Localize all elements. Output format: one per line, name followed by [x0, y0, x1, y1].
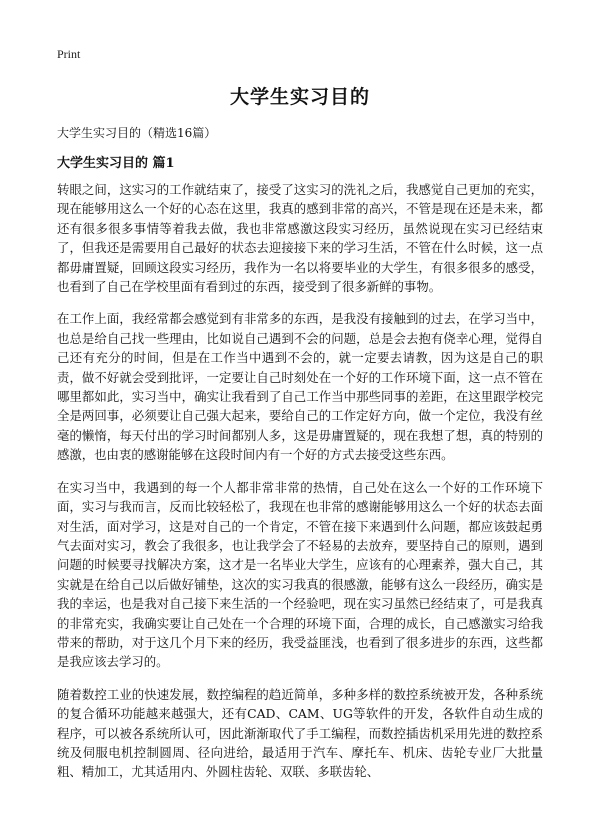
body-paragraph: 转眼之间，这实习的工作就结束了，接受了这实习的洗礼之后，我感觉自己更加的充实，现在能够用这么一个好的心态在这里，我真的感到非常的高兴，不管是现在还是未来，都还有很多很多事情等着我去做，我也非常感激这段实习经历，虽然说现在实习已经结束了，但我还是需要用自己最好的状态去迎接接下来的学习生活，不管在什么时候，这一点都毋庸置疑，回顾这段实习经历，我作为一名以将要毕业的大学生，有很多很多的感受，也看到了自己在学校里面有看到过的东西，接受到了很多新鲜的事物。	[57, 182, 543, 295]
body-paragraph: 在实习当中，我遇到的每一个人都非常非常的热情，自己处在这么一个好的工作环境下面，实习与我而言，反而比较轻松了，我现在也非常的感谢能够用这么一个好的状态去面对生活，面对学习，这是对自己的一个肯定，不管在接下来遇到什么问题，都应该鼓起勇气去面对实习，教会了我很多，也让我学会了不轻易的去放弃，要坚持自己的原则，遇到问题的时候要寻找解决方案，这才是一名毕业大学生，应该有的心理素养，强大自己，其实就是在给自己以后做好铺垫，这次的实习我真的很感激，能够有这么一段经历，确实是我的幸运，也是我对自己接下来生活的一个经验吧，现在实习虽然已经结束了，可是我真的非常充实，我确实要让自己处在一个合理的环境下面，合理的成长，自己感激实习给我带来的帮助，对于这几个月下来的经历，我受益匪浅，也看到了很多进步的东西，这些都是我应该去学习的。	[57, 479, 543, 670]
body-paragraph: 在工作上面，我经常都会感觉到有非常多的东西，是我没有接触到的过去，在学习当中，也总是给自己找一些理由，比如说自己遇到不会的问题，总是会去抱有侥幸心理，觉得自己还有充分的时间，但是在工作当中遇到不会的，就一定要去请教，因为这是自己的职责，做不好就会受到批评，一定要让自己时刻处在一个好的工作环境下面，这一点不管在哪里都如此，实习当中，确实让我看到了自己工作当中那些同事的差距，在这里跟学校完全是两回事，必须要让自己强大起来，要给自己的工作定好方向，做一个定位，我没有丝毫的懒惰，每天付出的学习时间都别人多，这是毋庸置疑的，现在我想了想，真的特别的感激，也由衷的感谢能够在这段时间内有一个好的方式去接受这些东西。	[57, 311, 543, 463]
document-body	[57, 180, 543, 795]
body-paragraph: 随着数控工业的快速发展，数控编程的趋近简单，多种多样的数控系统被开发，各种系统的复合循环功能越来越强大，还有CAD、CAM、UG等软件的开发，各软件自动生成的程序，可以被各系统所认可，因此渐渐取代了手工编程，而数控插齿机采用先进的数控系统及伺服电机控制圆周、径向进给，最适用于汽车、摩托车、机床、齿轮专业厂大批量粗、精加工，尤其适用内、外圆柱齿轮、双联、多联齿轮、	[57, 686, 543, 780]
document-subtitle: 大学生实习目的（精选16篇）	[57, 126, 217, 140]
page-title: 大学生实习目的	[229, 86, 370, 108]
print-link[interactable]: Print	[57, 47, 81, 61]
section-heading: 大学生实习目的 篇1	[57, 156, 175, 171]
